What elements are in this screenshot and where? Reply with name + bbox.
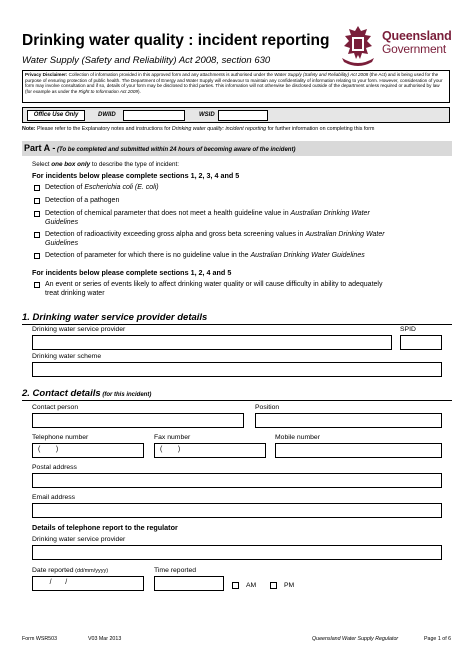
- checkbox[interactable]: [34, 185, 40, 191]
- privacy-act-1: Water Supply (Safety and Reliability) Act 2008: [274, 72, 369, 77]
- spid-label: SPID: [400, 326, 416, 333]
- checkbox[interactable]: [34, 253, 40, 259]
- option-text-line2: treat drinking water: [45, 289, 105, 297]
- mobile-label: Mobile number: [275, 434, 320, 441]
- section-2-title-text: 2. Contact details: [22, 388, 101, 399]
- option-text: Detection of chemical parameter that does not meet a health guideline value in: [45, 210, 291, 217]
- logo-text-line1: Queensland: [382, 29, 452, 43]
- queensland-government-logo: [338, 24, 458, 68]
- select-pre: Select: [32, 161, 52, 168]
- position-field[interactable]: [255, 413, 442, 428]
- part-a-instruction: (To be completed and submitted within 24 hours of becoming aware of the incident): [55, 147, 296, 153]
- position-label: Position: [255, 404, 280, 411]
- checkbox[interactable]: [34, 198, 40, 204]
- note-text-1: Please refer to the Explanatory notes and instructions for: [35, 126, 172, 132]
- option-text: Detection of: [45, 184, 85, 191]
- footer-department: Queensland Water Supply Regulator: [312, 636, 399, 642]
- report-provider-field[interactable]: [32, 545, 442, 560]
- report-provider-label: Drinking water service provider: [32, 536, 126, 543]
- telephone-placeholder: ( ): [38, 446, 59, 453]
- scheme-label: Drinking water scheme: [32, 353, 102, 360]
- option-text: Detection of a pathogen: [45, 197, 120, 204]
- pm-label: PM: [284, 582, 295, 589]
- section-1-title: 1. Drinking water service provider details: [22, 312, 208, 323]
- note-text-2: for further information on completing this form: [266, 126, 375, 132]
- select-instruction: [32, 161, 179, 168]
- date-format-text: (dd/mm/yyyy): [73, 568, 109, 574]
- option-text: Detection of radioactivity exceeding gross alpha and gross beta screening values in: [45, 231, 306, 238]
- time-reported-field[interactable]: [154, 576, 224, 591]
- postal-label: Postal address: [32, 464, 77, 471]
- logo-text-line2: Government: [382, 42, 447, 56]
- privacy-act-2: Right to Information Act 2009: [78, 88, 138, 94]
- privacy-disclaimer: [22, 70, 450, 103]
- option-italic: Australian Drinking Water: [305, 231, 385, 238]
- option-text: An event or series of events likely to affect drinking water quality or will cause difficulty in ability to adequately: [45, 281, 383, 288]
- fax-field[interactable]: [154, 443, 266, 458]
- date-reported-label: [32, 567, 108, 574]
- footer-page-number: Page 1 of 6: [424, 636, 452, 642]
- checkbox[interactable]: [34, 211, 40, 217]
- note-line: [22, 126, 452, 132]
- select-bold: one box only: [51, 161, 91, 168]
- form-title: Drinking water quality : incident reporting: [22, 32, 330, 49]
- dwiid-label: DWIID: [98, 112, 116, 118]
- office-use-label: Office Use Only: [27, 110, 85, 121]
- telephone-label: Telephone number: [32, 434, 89, 441]
- time-reported-label: Time reported: [154, 567, 197, 574]
- email-field[interactable]: [32, 503, 442, 518]
- privacy-text-1: Collection of information provided in this approved form and any attachments is authorised under the: [67, 72, 275, 77]
- option-italic-line2: Guidelines: [45, 218, 79, 226]
- provider-label: Drinking water service provider: [32, 326, 126, 333]
- postal-field[interactable]: [32, 473, 442, 488]
- footer-form-number: Form WSR503: [22, 636, 58, 642]
- option-italic-line2: Guidelines: [45, 239, 79, 247]
- coat-of-arms-icon: [338, 24, 378, 66]
- dwiid-field[interactable]: [123, 110, 185, 121]
- date-placeholder: / /: [38, 579, 68, 586]
- provider-field[interactable]: [32, 335, 392, 350]
- checkbox[interactable]: [34, 232, 40, 238]
- scheme-field[interactable]: [32, 362, 442, 377]
- note-italic: Drinking water quality: incident reporting: [171, 126, 267, 132]
- email-label: Email address: [32, 494, 76, 501]
- am-label: AM: [246, 582, 257, 589]
- option-italic: Australian Drinking Water Guidelines: [250, 252, 365, 259]
- mobile-field[interactable]: [275, 443, 442, 458]
- group2-heading: For incidents below please complete sections 1, 2, 4 and 5: [32, 268, 232, 277]
- office-use-row: [22, 107, 450, 123]
- privacy-text-2: (the Act) and is being used for the purpose of ensuring protection of public health. The Department of Energy and Water Supply will endeavour to maintain any confidentiality of information relating to your form. However, consideration of your form may involve consultation and if so, details of your form may be disclosed to third parties. This information will not otherwise be disclosed outside of the department unless required or authorised by law (for example as under the: [25, 72, 443, 94]
- option-italic: Australian Drinking Water: [290, 210, 370, 217]
- option-italic: Escherichia coli (E. coli): [84, 184, 159, 191]
- option-text: Detection of parameter for which there is no guideline value in the: [45, 252, 251, 259]
- wsid-field[interactable]: [218, 110, 268, 121]
- fax-placeholder: ( ): [160, 446, 181, 453]
- section-2-title-sub: (for this incident): [100, 392, 152, 398]
- privacy-label: Privacy Disclaimer:: [25, 72, 68, 77]
- select-post: to describe the type of incident:: [90, 161, 180, 168]
- group1-heading: For incidents below please complete sections 1, 2, 3, 4 and 5: [32, 171, 240, 180]
- date-label-text: Date reported: [32, 567, 74, 574]
- wsid-label: WSID: [199, 112, 215, 118]
- spid-field[interactable]: [400, 335, 442, 350]
- pm-checkbox[interactable]: [270, 582, 277, 589]
- contact-person-label: Contact person: [32, 404, 79, 411]
- part-a-header: [22, 141, 452, 156]
- form-subtitle: Water Supply (Safety and Reliability) Act 2008, section 630: [22, 55, 271, 66]
- contact-person-field[interactable]: [32, 413, 244, 428]
- section-2-rule: [22, 400, 452, 401]
- date-reported-field[interactable]: [32, 576, 144, 591]
- privacy-text-3: ).: [137, 88, 141, 94]
- am-checkbox[interactable]: [232, 582, 239, 589]
- telephone-field[interactable]: [32, 443, 144, 458]
- note-label: Note:: [22, 126, 36, 132]
- tel-report-heading: Details of telephone report to the regulator: [32, 523, 178, 532]
- part-a-title: Part A -: [24, 143, 56, 153]
- section-2-title: [22, 388, 151, 399]
- footer-version: V03 Mar 2013: [88, 636, 122, 642]
- fax-label: Fax number: [154, 434, 191, 441]
- checkbox[interactable]: [34, 282, 40, 288]
